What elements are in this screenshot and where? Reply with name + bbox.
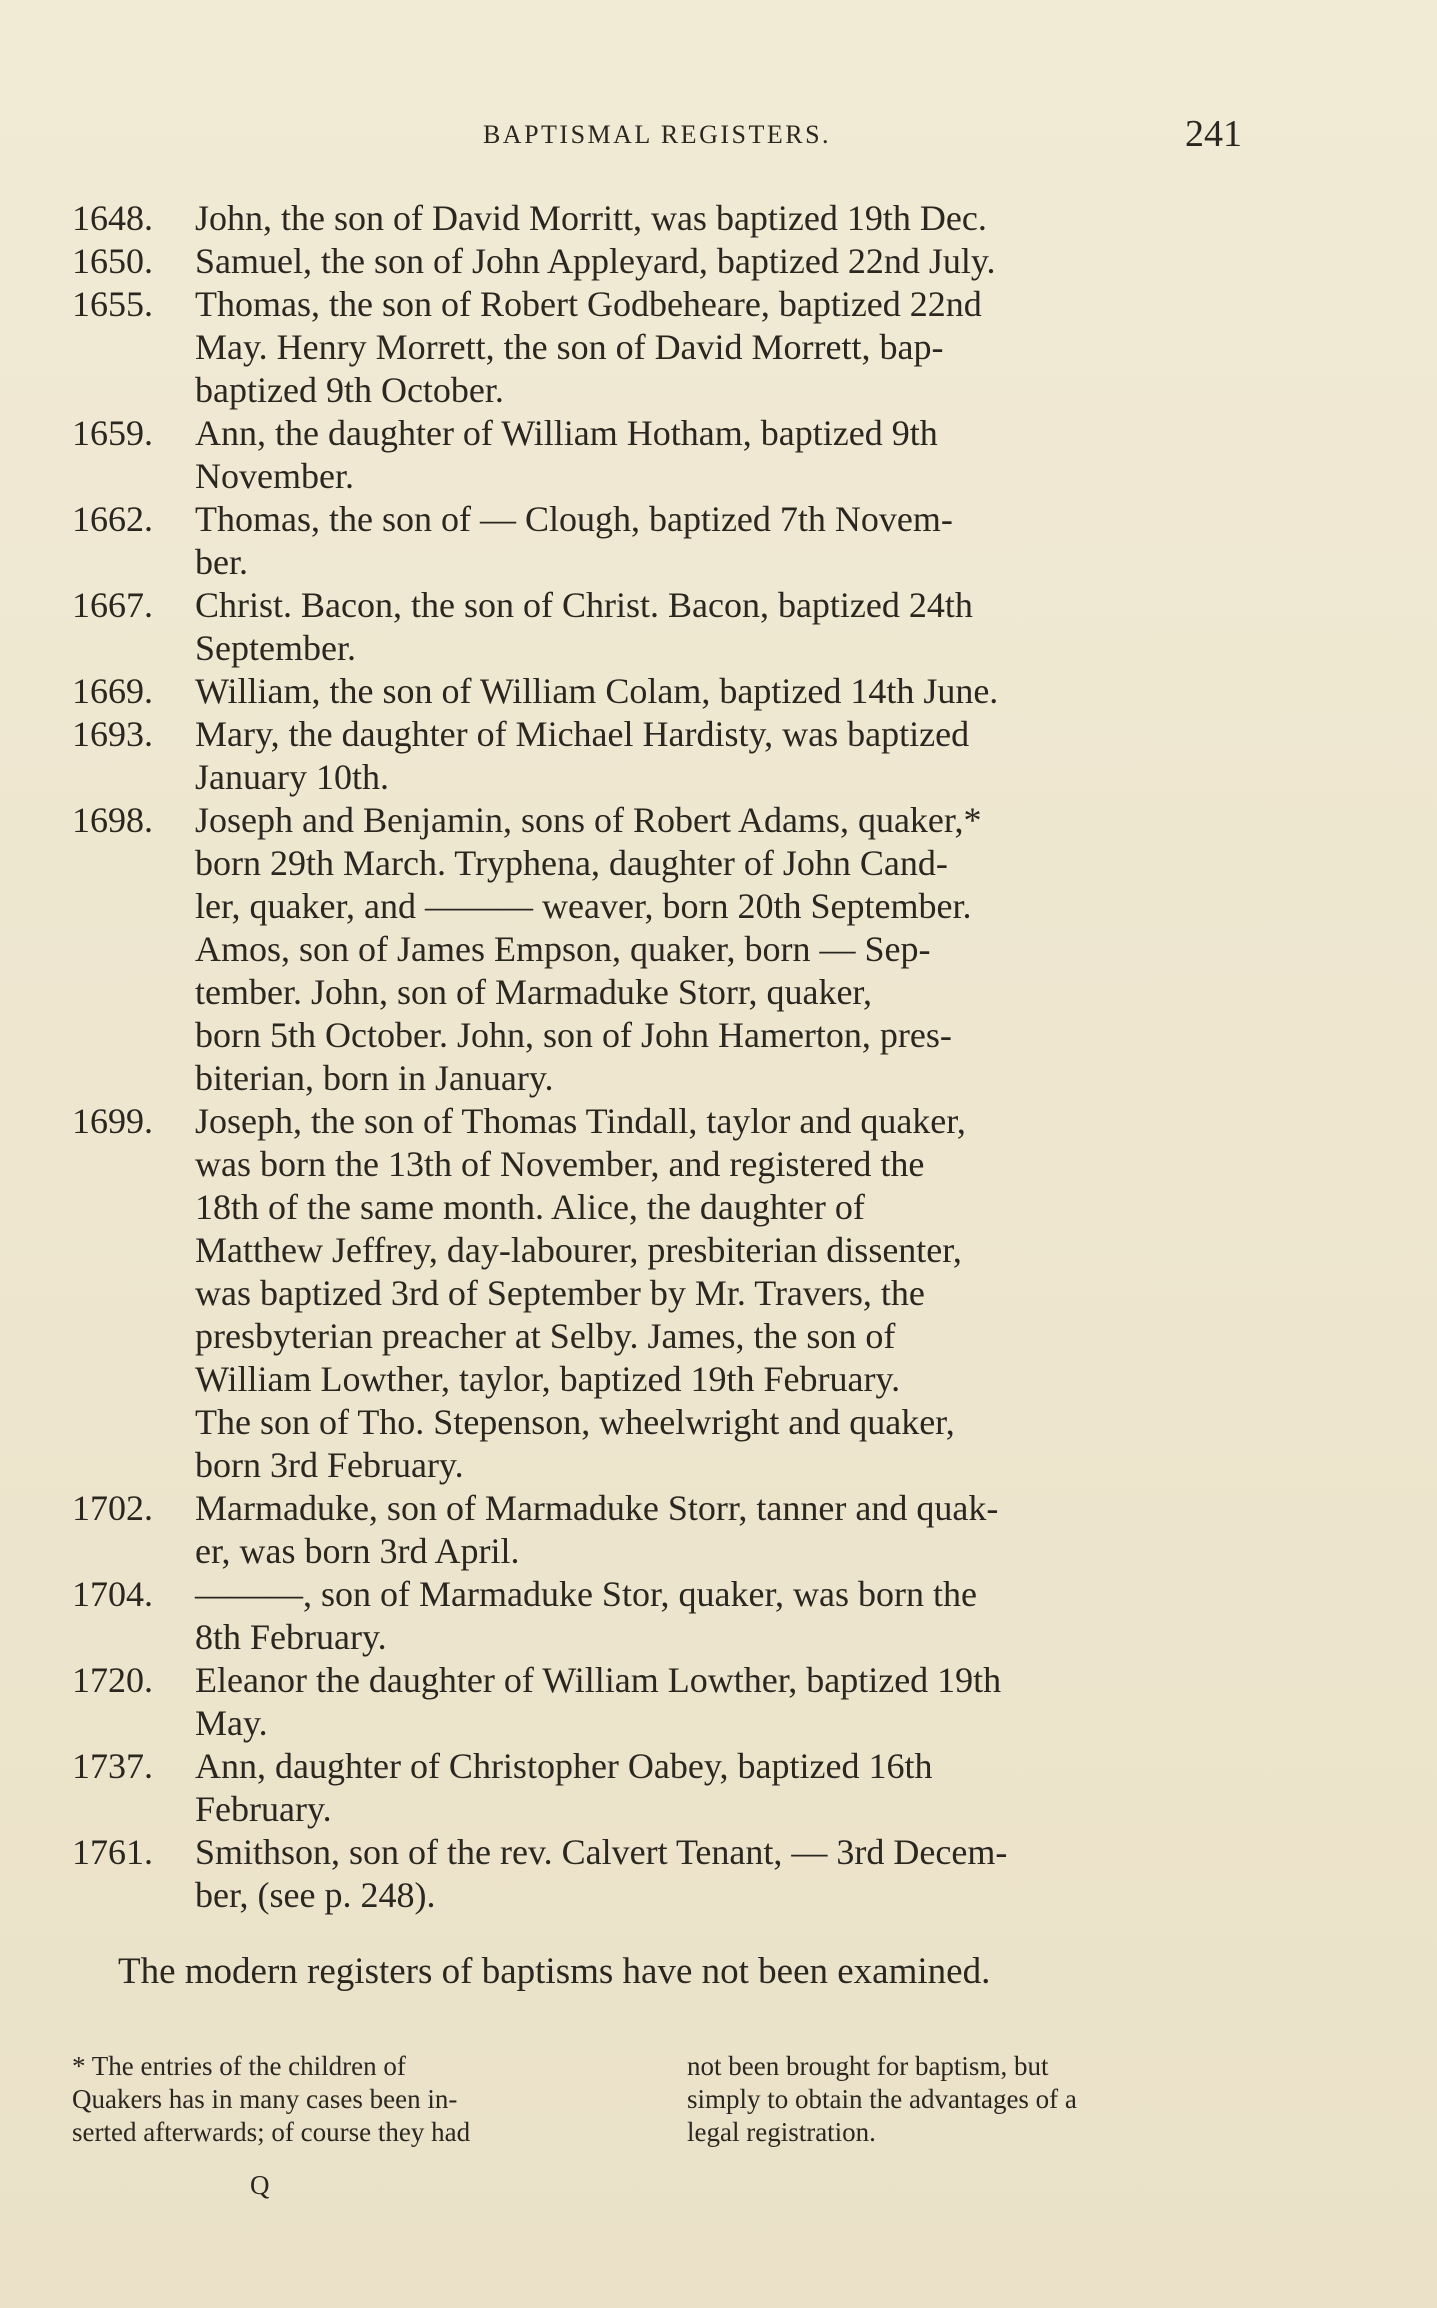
entry-line: November. [195, 456, 354, 496]
entry-line: Ann, daughter of Christopher Oabey, baptized 16th [195, 1746, 933, 1786]
register-entry [72, 197, 1242, 240]
entry-year: 1720. [72, 1660, 153, 1700]
entry-line: born 5th October. John, son of John Hamerton, pres- [195, 1015, 952, 1055]
entry-text [195, 713, 1242, 799]
register-entry [72, 713, 1242, 799]
register-entry [72, 1745, 1242, 1831]
page-number: 241 [1185, 113, 1242, 155]
footnote [72, 2050, 1242, 2160]
entry-text [195, 240, 1242, 283]
footnote-line: Quakers has in many cases been in- [72, 2084, 458, 2114]
entry-line: er, was born 3rd April. [195, 1531, 520, 1571]
entry-text [195, 1100, 1242, 1487]
running-head [72, 112, 1242, 162]
entry-line: Amos, son of James Empson, quaker, born — Sep- [195, 929, 931, 969]
register-entry [72, 799, 1242, 1100]
register-entry [72, 1573, 1242, 1659]
entry-line: May. [195, 1703, 268, 1743]
entry-text [195, 799, 1242, 1100]
footnote-line: legal registration. [687, 2117, 876, 2147]
register-entry [72, 1831, 1242, 1917]
entry-line: May. Henry Morrett, the son of David Morrett, bap- [195, 327, 944, 367]
entry-line: biterian, born in January. [195, 1058, 554, 1098]
entry-line: ber, (see p. 248). [195, 1875, 436, 1915]
entry-line: February. [195, 1789, 332, 1829]
register-entries [72, 197, 1242, 1917]
register-entry [72, 1487, 1242, 1573]
entry-line: 18th of the same month. Alice, the daughter of [195, 1187, 865, 1227]
footnote-line: not been brought for baptism, but [687, 2051, 1049, 2081]
running-title: BAPTISMAL REGISTERS. [482, 120, 832, 149]
footnote-line: simply to obtain the advantages of a [687, 2084, 1077, 2114]
entry-year: 1669. [72, 671, 153, 711]
entry-year: 1693. [72, 714, 153, 754]
entry-text [195, 1745, 1242, 1831]
entry-text [195, 412, 1242, 498]
entry-text [195, 670, 1242, 713]
register-entry [72, 584, 1242, 670]
entry-text [195, 197, 1242, 240]
register-entry [72, 670, 1242, 713]
entry-year: 1761. [72, 1832, 153, 1872]
entry-line: was born the 13th of November, and registered the [195, 1144, 925, 1184]
entry-line: 8th February. [195, 1617, 387, 1657]
register-entry [72, 1100, 1242, 1487]
entry-line: Christ. Bacon, the son of Christ. Bacon, baptized 24th [195, 585, 973, 625]
entry-line: Ann, the daughter of William Hotham, baptized 9th [195, 413, 938, 453]
footnote-line: serted afterwards; of course they had [72, 2117, 471, 2147]
entry-text [195, 283, 1242, 412]
entry-line: tember. John, son of Marmaduke Storr, quaker, [195, 972, 872, 1012]
entry-line: Smithson, son of the rev. Calvert Tenant, — 3rd Decem- [195, 1832, 1008, 1872]
register-entry [72, 240, 1242, 283]
entry-line: presbyterian preacher at Selby. James, the son of [195, 1316, 896, 1356]
entry-line: January 10th. [195, 757, 389, 797]
entry-year: 1667. [72, 585, 153, 625]
entry-line: The son of Tho. Stepenson, wheelwright and quaker, [195, 1402, 955, 1442]
entry-text [195, 498, 1242, 584]
footnote-left-column [72, 2050, 642, 2149]
entry-line: baptized 9th October. [195, 370, 504, 410]
entry-text [195, 1831, 1242, 1917]
entry-line: ———, son of Marmaduke Stor, quaker, was born the [195, 1574, 977, 1614]
entry-line: Marmaduke, son of Marmaduke Storr, tanner and quak- [195, 1488, 999, 1528]
entry-line: born 3rd February. [195, 1445, 464, 1485]
entry-line: William Lowther, taylor, baptized 19th February. [195, 1359, 901, 1399]
entry-text [195, 584, 1242, 670]
entry-year: 1655. [72, 284, 153, 324]
entry-line: Mary, the daughter of Michael Hardisty, was baptized [195, 714, 970, 754]
entry-text [195, 1659, 1242, 1745]
entry-year: 1698. [72, 800, 153, 840]
entry-line: Thomas, the son of Robert Godbeheare, baptized 22nd [195, 284, 982, 324]
entry-line: was baptized 3rd of September by Mr. Travers, the [195, 1273, 925, 1313]
entry-text [195, 1487, 1242, 1573]
entry-year: 1650. [72, 241, 153, 281]
register-entry [72, 283, 1242, 412]
signature-mark: Q [250, 2170, 270, 2200]
entry-year: 1659. [72, 413, 153, 453]
entry-line: born 29th March. Tryphena, daughter of John Cand- [195, 843, 948, 883]
entry-line: September. [195, 628, 356, 668]
entry-line: Eleanor the daughter of William Lowther, baptized 19th [195, 1660, 1002, 1700]
entry-line: John, the son of David Morritt, was baptized 19th Dec. [195, 198, 987, 238]
entry-line: Joseph and Benjamin, sons of Robert Adams, quaker,* [195, 800, 982, 840]
closing-text: The modern registers of baptisms have not been examined. [118, 1951, 991, 1992]
entry-text [195, 1573, 1242, 1659]
entry-year: 1704. [72, 1574, 153, 1614]
entry-year: 1662. [72, 499, 153, 539]
entry-year: 1699. [72, 1101, 153, 1141]
entry-year: 1702. [72, 1488, 153, 1528]
footnote-line: * The entries of the children of [72, 2051, 406, 2081]
entry-line: ler, quaker, and ——— weaver, born 20th September. [195, 886, 972, 926]
entry-line: Joseph, the son of Thomas Tindall, taylor and quaker, [195, 1101, 966, 1141]
register-entry [72, 498, 1242, 584]
footnote-right-column [687, 2050, 1242, 2149]
entry-year: 1737. [72, 1746, 153, 1786]
entry-line: William, the son of William Colam, baptized 14th June. [195, 671, 999, 711]
entry-year: 1648. [72, 198, 153, 238]
entry-line: Samuel, the son of John Appleyard, baptized 22nd July. [195, 241, 996, 281]
entry-line: Matthew Jeffrey, day-labourer, presbiterian dissenter, [195, 1230, 962, 1270]
entry-line: ber. [195, 542, 248, 582]
register-entry [72, 412, 1242, 498]
entry-line: Thomas, the son of — Clough, baptized 7th Novem- [195, 499, 953, 539]
register-entry [72, 1659, 1242, 1745]
